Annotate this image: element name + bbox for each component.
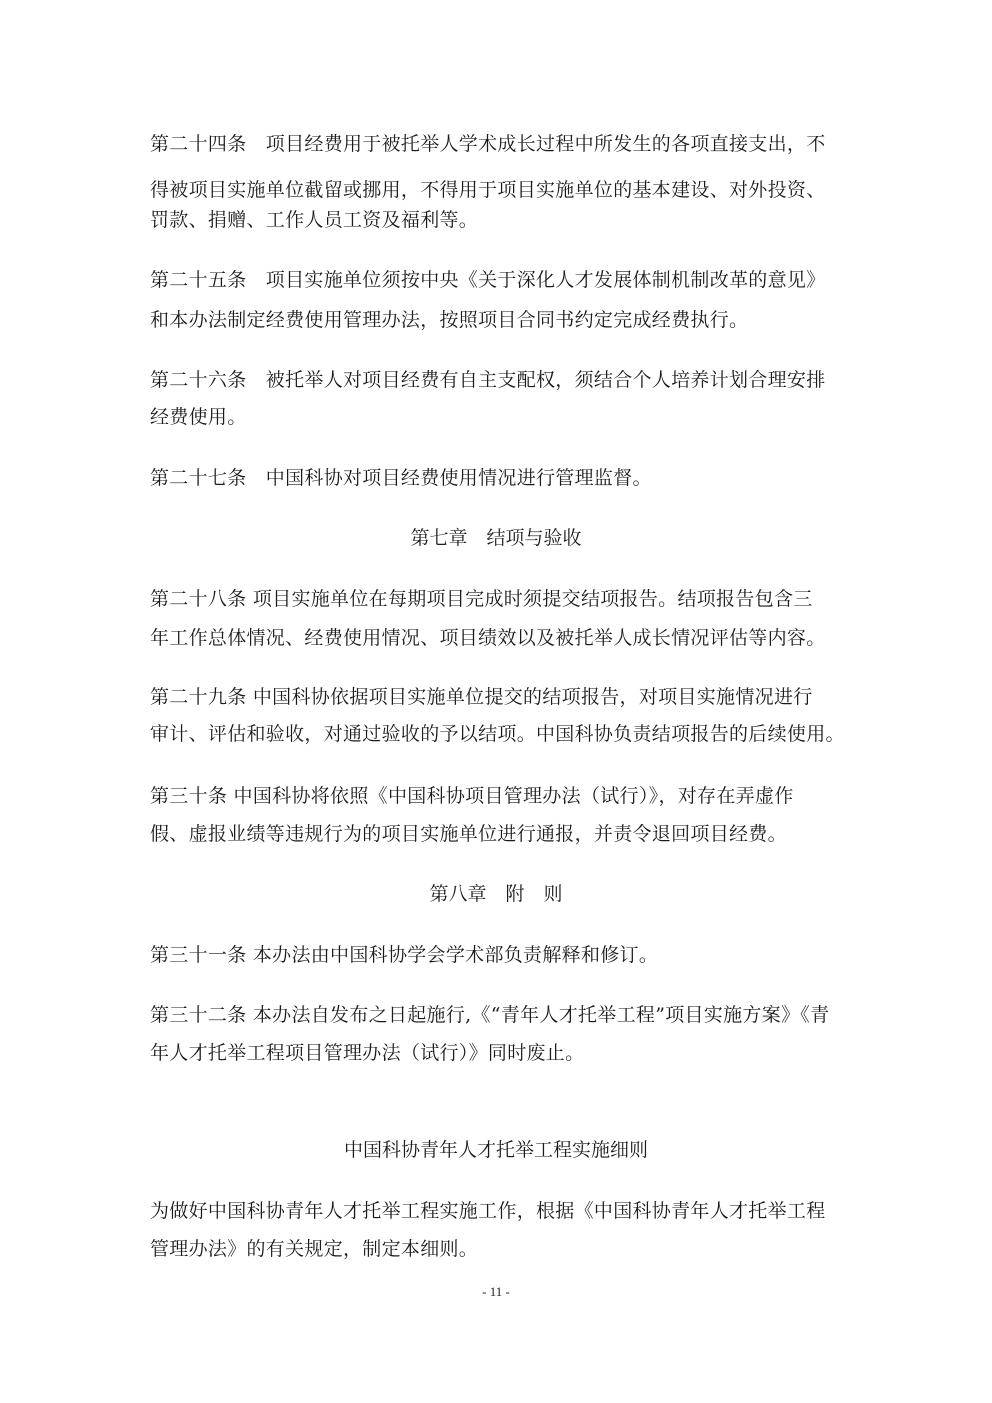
article-30-line-2: 假、虚报业绩等违规行为的项目实施单位进行通报，并责令退回项目经费。 xyxy=(150,823,787,845)
article-25-line-2: 和本办法制定经费使用管理办法，按照项目合同书约定完成经费执行。 xyxy=(150,309,749,331)
intro-line-1: 为做好中国科协青年人才托举工程实施工作，根据《中国科协青年人才托举工程 xyxy=(150,1200,826,1222)
chapter-8-heading: 第八章 附 则 xyxy=(429,883,563,905)
article-24-line-3: 罚款、捐赠、工作人员工资及福利等。 xyxy=(150,209,479,231)
intro-line-2: 管理办法》的有关规定，制定本细则。 xyxy=(150,1238,479,1260)
page-number: - 11 - xyxy=(482,1284,510,1299)
article-29-line-2: 审计、评估和验收，对通过验收的予以结项。中国科协负责结项报告的后续使用。 xyxy=(150,723,845,745)
article-32-line-1: 第三十二条 本办法自发布之日起施行,《“青年人才托举工程”项目实施方案》《青 xyxy=(150,1004,830,1026)
chapter-7-heading: 第七章 结项与验收 xyxy=(410,527,582,549)
article-30-line-1: 第三十条 中国科协将依照《中国科协项目管理办法（试行）》，对存在弄虚作 xyxy=(150,785,794,807)
article-28-line-1: 第二十八条 项目实施单位在每期项目完成时须提交结项报告。结项报告包含三 xyxy=(150,588,813,610)
article-32-line-2: 年人才托举工程项目管理办法（试行）》同时废止。 xyxy=(150,1042,585,1064)
article-29-line-1: 第二十九条 中国科协依据项目实施单位提交的结项报告，对项目实施情况进行 xyxy=(150,686,813,708)
article-24-line-2: 得被项目实施单位截留或挪用，不得用于项目实施单位的基本建设、对外投资、 xyxy=(150,179,826,201)
article-24-line-1: 第二十四条 项目经费用于被托举人学术成长过程中所发生的各项直接支出，不 xyxy=(150,133,826,155)
article-31-line-1: 第三十一条 本办法由中国科协学会学术部负责解释和修订。 xyxy=(150,944,659,966)
article-28-line-2: 年工作总体情况、经费使用情况、项目绩效以及被托举人成长情况评估等内容。 xyxy=(150,627,826,649)
article-26-line-2: 经费使用。 xyxy=(150,406,247,428)
article-25-line-1: 第二十五条 项目实施单位须按中央《关于深化人才发展体制机制改革的意见》 xyxy=(150,269,826,291)
article-27-line-1: 第二十七条 中国科协对项目经费使用情况进行管理监督。 xyxy=(150,467,652,489)
article-26-line-1: 第二十六条 被托举人对项目经费有自主支配权，须结合个人培养计划合理安排 xyxy=(150,369,826,391)
section-title: 中国科协青年人才托举工程实施细则 xyxy=(343,1139,648,1161)
